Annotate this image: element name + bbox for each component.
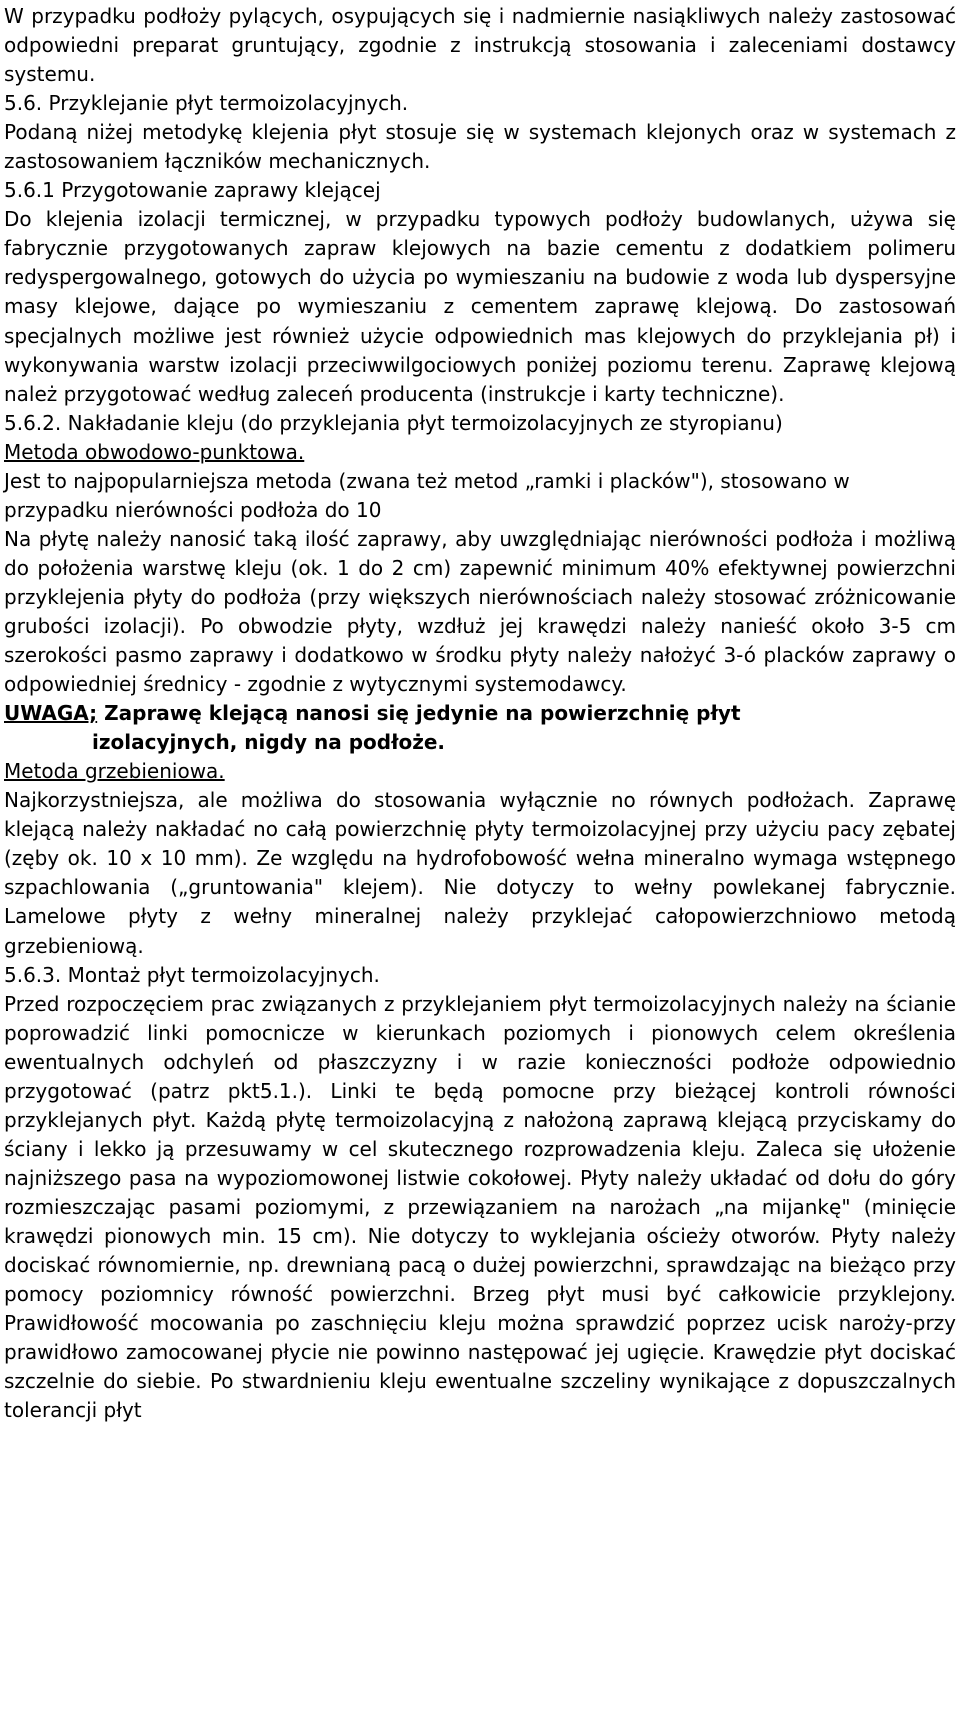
warning-text: Zaprawę klejącą nanosi się jedynie na powierzchnię płyt xyxy=(104,701,741,726)
paragraph-board-mounting: Przed rozpoczęciem prac związanych z przyklejaniem płyt termoizolacyjnych należy na ścianie poprowadzić linki pomocnicze w kierunkach poziomych i pionowych celem określenia ewentualnych odchyleń od płaszczyzny i w razie konieczności podłoże odpowiednio przygotować (patrz pkt5.1.). Linki te będą pomocne przy bieżącej kontroli równości przyklejanych płyt. Każdą płytę termoizolacyjną z nałożoną zaprawą klejącą przyciskamy do ściany i lekko ją przesuwamy w cel skutecznego rozprowadzenia kleju. Zaleca się ułożenie najniższego pasa na wypoziomowonej listwie cokołowej. Płyty należy układać od dołu do góry rozmieszczając pasami poziomymi, z przewiązaniem na narożach „na mijankę" (minięcie krawędzi pionowych min. 15 cm). Nie dotyczy to wyklejania ościeży otworów. Płyty należy dociskać równomiernie, np. drewnianą pacą o dużej powierzchni, sprawdzając na bieżąco przy pomocy poziomnicy równość powierzchni. Brzeg płyt musi być całkowicie przyklejony. Prawidłowość mocowania po zaschnięciu kleju można sprawdzić poprzez ucisk naroży-przy prawidłowo zamocowanej płycie nie powinno następować jej ugięcie. Krawędzie płyt dociskać szczelnie do siebie. Po stwardnieniu kleju ewentualne szczeliny wynikające z dopuszczalnych tolerancji płyt xyxy=(4,991,956,1423)
section-heading-5-6-2: 5.6.2. Nakładanie kleju (do przyklejania płyt termoizolacyjnych ze styropianu) xyxy=(4,410,783,435)
section-heading-5-6-1: 5.6.1 Przygotowanie zaprawy klejącej xyxy=(4,178,381,203)
section-heading-5-6: 5.6. Przyklejanie płyt termoizolacyjnych. xyxy=(4,91,409,116)
paragraph-adhesive-preparation: Do klejenia izolacji termicznej, w przypadku typowych podłoży budowlanych, używa się fabrycznie przygotowanych zapraw klejowych na bazie cementu z dodatkiem polimeru redyspergowalnego, gotowych do użycia po wymieszaniu na budowie z woda lub dyspersyjne masy klejowe, dające po wymieszaniu z cementem zaprawę klejową. Do zastosowań specjalnych możliwe jest również użycie odpowiednich mas klejowych do przyklejania pł) i wykonywania warstw izolacji przeciwwilgociowych poniżej poziomu terenu. Zaprawę klejową należ przygotować według zaleceń producenta (instrukcje i karty techniczne). xyxy=(4,207,956,406)
warning-note xyxy=(4,699,956,728)
paragraph-comb-method: Najkorzystniejsza, ale możliwa do stosowania wyłącznie no równych podłożach. Zaprawę klejącą należy nakładać no całą powierzchnię płyty termoizolacyjnej przy użyciu pacy zębatej (zęby ok. 10 x 10 mm). Ze względu na hydrofobowość wełna mineralno wymaga wstępnego szpachlowania („gruntowania" klejem). Nie dotyczy to wełny powlekanej fabrycznie. Lamelowe płyty z wełny mineralnej należy przyklejać całopowierzchniowo metodą grzebieniową. xyxy=(4,788,956,958)
paragraph-primer: W przypadku podłoży pylących, osypujących się i nadmiernie nasiąkliwych należy zastosować odpowiedni preparat gruntujący, zgodnie z instrukcją stosowania i zaleceniami dostawcy systemu. xyxy=(4,4,956,87)
paragraph-perimeter-method: Jest to najpopularniejsza metoda (zwana też metod „ramki i placków"), stosowano w przypadku nierówności podłoża do 10 xyxy=(4,468,850,522)
paragraph-method-intro: Podaną niżej metodykę klejenia płyt stosuje się w systemach klejonych oraz w systemach z zastosowaniem łączników mechanicznych. xyxy=(4,120,956,174)
method-comb-title: Metoda grzebieniowa. xyxy=(4,759,225,784)
section-heading-5-6-3: 5.6.3. Montaż płyt termoizolacyjnych. xyxy=(4,962,380,987)
method-perimeter-point-title: Metoda obwodowo-punktowa. xyxy=(4,439,305,464)
paragraph-adhesive-application: Na płytę należy nanosić taką ilość zaprawy, aby uwzględniając nierówności podłoża i możliwą do położenia warstwę kleju (ok. 1 do 2 cm) zapewnić minimum 40% efektywnej powierzchni przyklejenia płyty do podłoża (przy większych nierównościach należy stosować zróżnicowanie grubości izolacji). Po obwodzie płyty, wzdłuż jej krawędzi należy nanieść około 3-5 cm szerokości pasmo zaprawy i dodatkowo w środku płyty należy nałożyć 3-ó placków zaprawy o odpowiedniej średnicy - zgodnie z wytycznymi systemodawcy. xyxy=(4,526,956,697)
warning-text-continued: izolacyjnych, nigdy na podłoże. xyxy=(92,730,446,755)
warning-label: UWAGA; xyxy=(4,701,98,726)
